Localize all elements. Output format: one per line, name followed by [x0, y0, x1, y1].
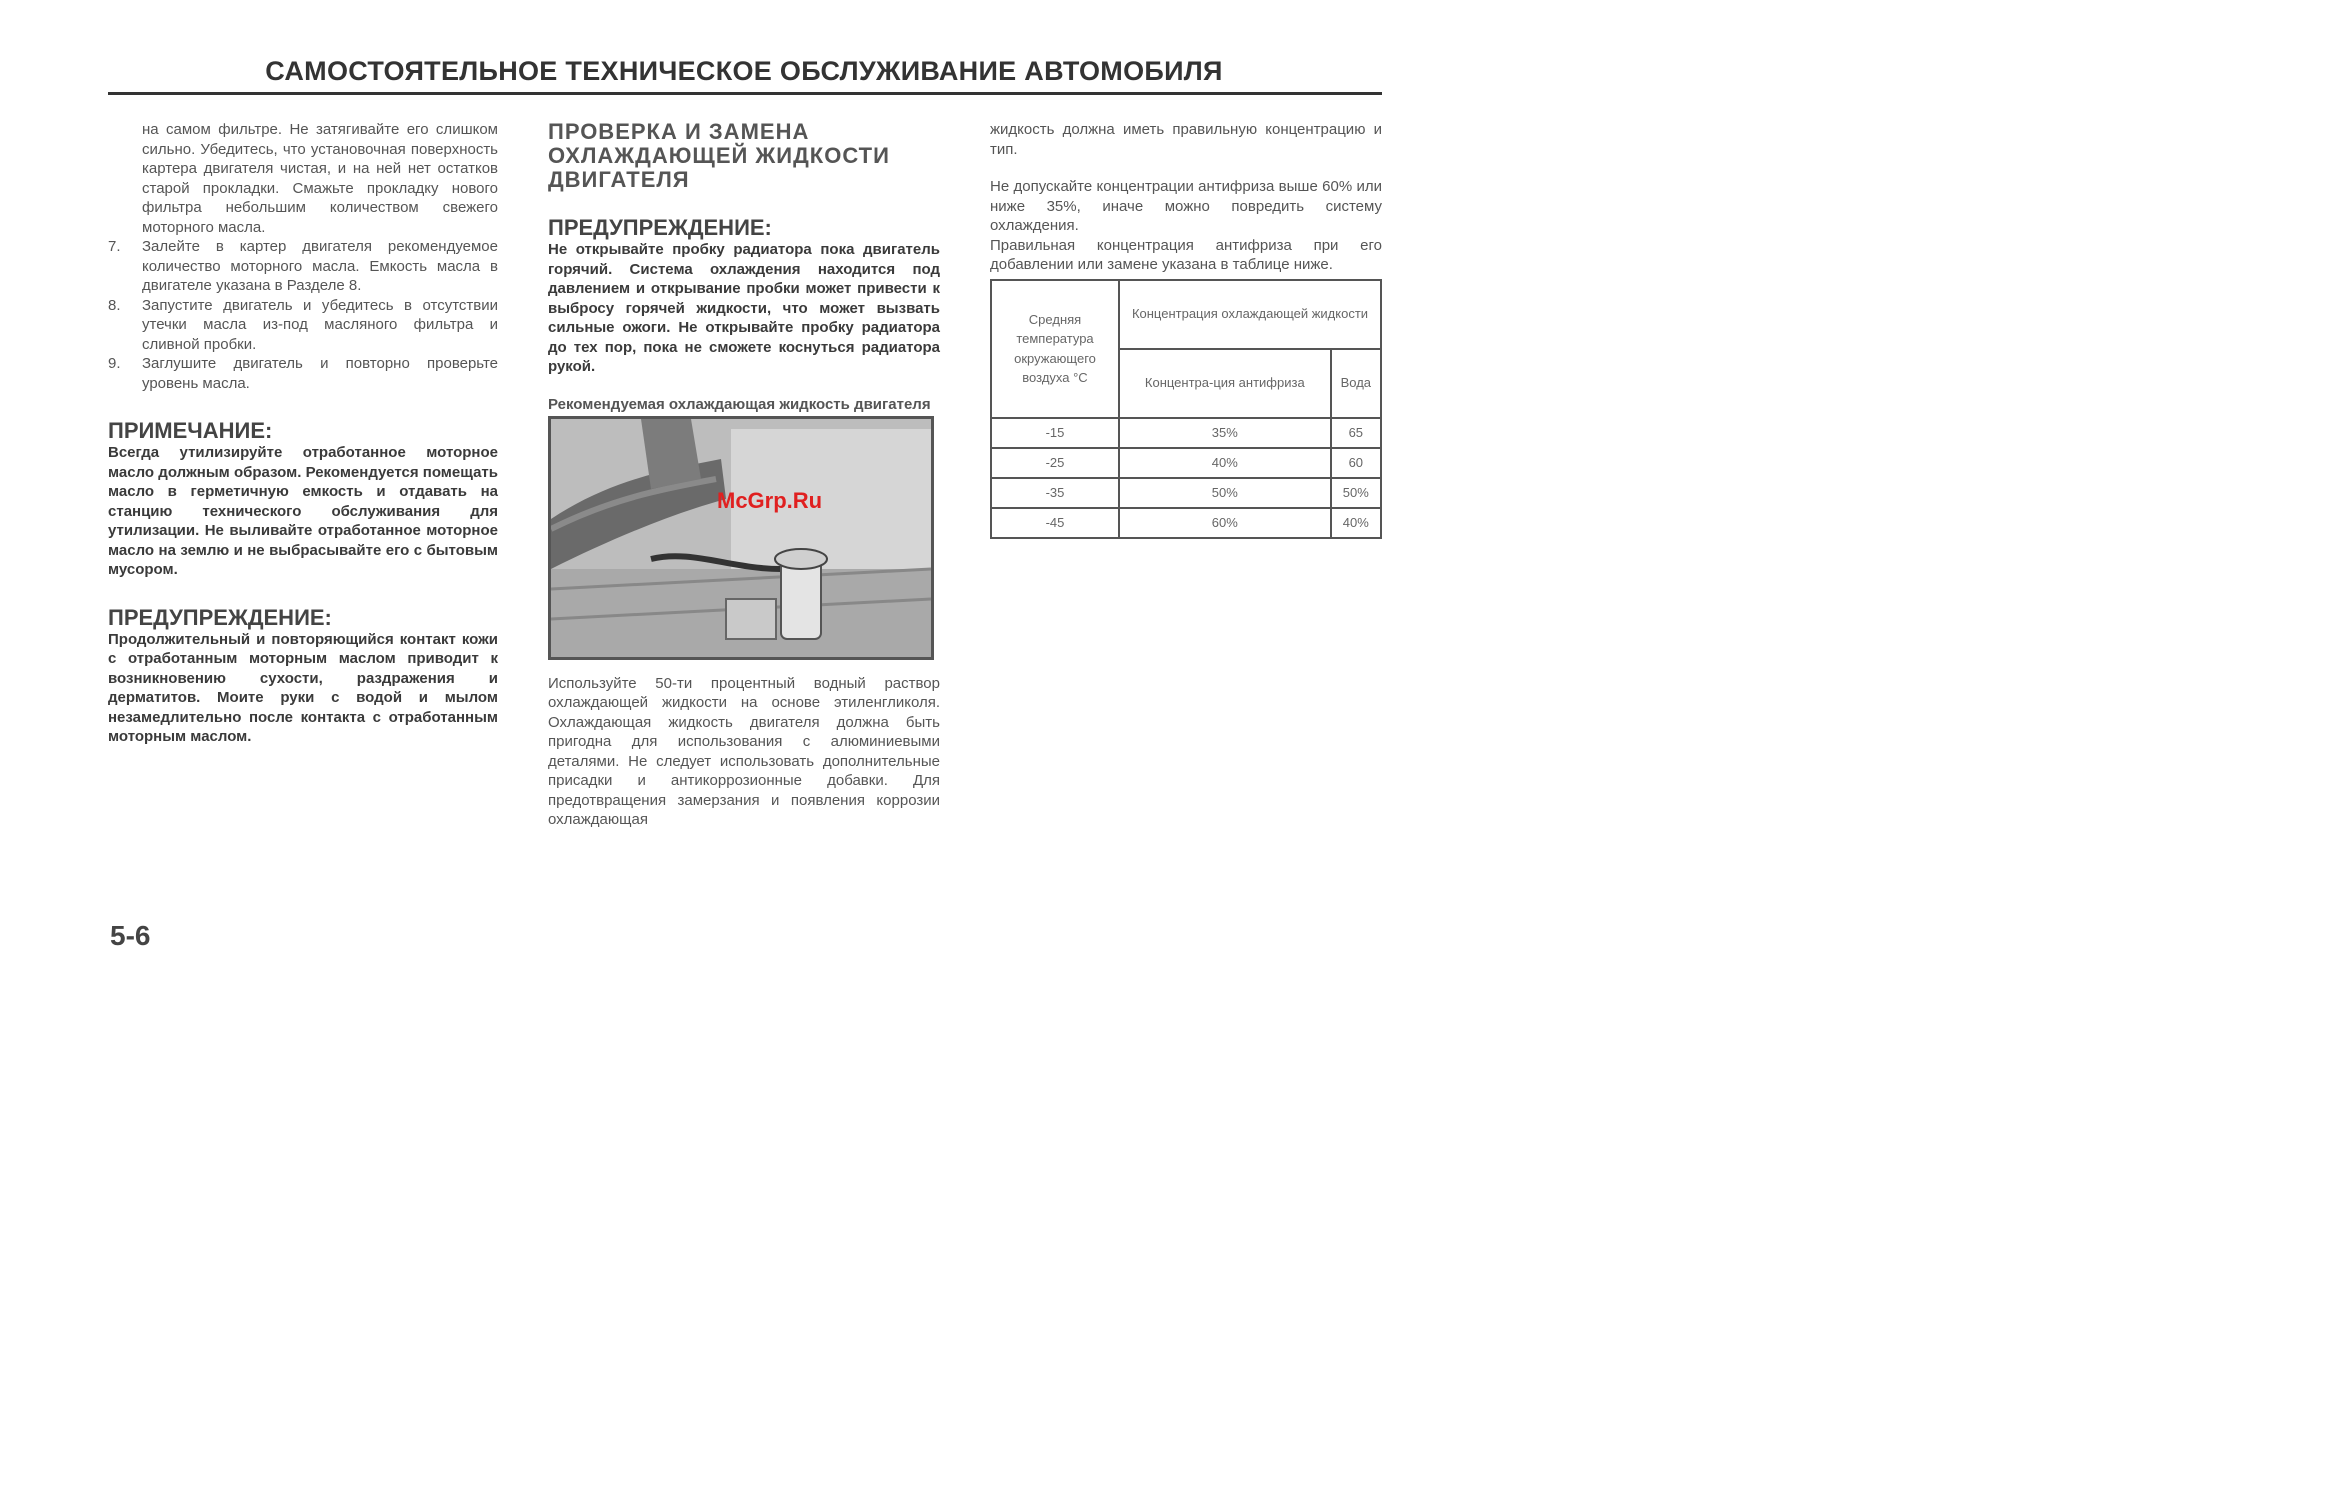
photo-caption: Рекомендуемая охлаждающая жидкость двигателя	[548, 395, 931, 413]
cell-temperature: -45	[991, 508, 1119, 538]
paragraph: жидкость должна иметь правильную концентрацию и тип.	[990, 121, 1382, 158]
radiator-photo	[548, 416, 934, 660]
warning-text: Не открывайте пробку радиатора пока двигатель горячий. Система охлаждения находится под давлением и открывание пробки может привести к выбросу горячей жидкости, что может вызвать сильные ожоги. Не открывайте пробку радиатора до тех пор, пока не сможете коснуться радиатора рукой.	[548, 241, 940, 375]
step-text: Заглушите двигатель и повторно проверьте уровень масла.	[142, 355, 498, 392]
header-water: Вода	[1331, 349, 1381, 418]
cell-temperature: -15	[991, 418, 1119, 448]
table-row	[991, 448, 1381, 478]
header-concentration: Концентрация охлаждающей жидкости	[1119, 280, 1381, 349]
step-number: 9.	[108, 355, 121, 372]
cell-antifreeze: 35%	[1119, 418, 1331, 448]
list-item	[108, 237, 498, 296]
intro-paragraph: на самом фильтре. Не затягивайте его слишком сильно. Убедитесь, что установочная поверхность картера двигателя чистая, и на ней нет остатков старой прокладки. Смажьте прокладку нового фильтра небольшим количеством свежего моторного масла.	[142, 121, 498, 236]
cell-water: 40%	[1331, 508, 1381, 538]
cell-water: 60	[1331, 448, 1381, 478]
step-number: 7.	[108, 238, 121, 255]
step-number: 8.	[108, 296, 121, 314]
table-row	[991, 418, 1381, 448]
concentration-table	[990, 279, 1382, 539]
column-left	[108, 120, 498, 747]
paragraph: Не допускайте концентрации антифриза выше 60% или ниже 35%, иначе можно повредить систему охлаждения.	[990, 178, 1382, 234]
table-row	[991, 478, 1381, 508]
page-number: 5-6	[110, 920, 151, 951]
header-temperature: Средняя температура окружающего воздуха °С	[991, 280, 1119, 418]
cell-antifreeze: 60%	[1119, 508, 1331, 538]
page-title: САМОСТОЯТЕЛЬНОЕ ТЕХНИЧЕСКОЕ ОБСЛУЖИВАНИЕ АВТОМОБИЛЯ	[265, 56, 1223, 86]
warning-heading: ПРЕДУПРЕЖДЕНИЕ:	[108, 604, 332, 630]
engine-bay-illustration	[551, 419, 931, 657]
watermark: McGrp.Ru	[717, 488, 823, 513]
paragraph: Правильная концентрация антифриза при его добавлении или замене указана в таблице ниже.	[990, 236, 1382, 273]
column-right	[990, 120, 1382, 539]
cell-antifreeze: 40%	[1119, 448, 1331, 478]
coolant-paragraph: Используйте 50-ти процентный водный раствор охлаждающей жидкости на основе этиленгликоля. Охлаждающая жидкость двигателя должна быть пригодна для использования с алюминиевыми деталями. Не следует использовать дополнительные присадки и антикоррозионные добавки. Для предотвращения замерзания и появления коррозии охлаждающая	[548, 674, 940, 828]
step-text: Залейте в картер двигателя рекомендуемое количество моторного масла. Емкость масла в двигателе указана в Разделе 8.	[142, 238, 498, 294]
cell-antifreeze: 50%	[1119, 478, 1331, 508]
column-middle	[548, 120, 940, 830]
note-text: Всегда утилизируйте отработанное моторное масло должным образом. Рекомендуется помещать масло в герметичную емкость и отдавать на станцию технического обслуживания для утилизации. Не выливайте отработанное моторное масло на землю и не выбрасывайте его с бытовым мусором.	[108, 444, 498, 578]
step-text: Запустите двигатель и убедитесь в отсутствии утечки масла из-под масляного фильтра и сливной пробки.	[142, 296, 498, 353]
cell-water: 50%	[1331, 478, 1381, 508]
note-heading: ПРИМЕЧАНИЕ:	[108, 418, 273, 443]
warning-text: Продолжительный и повторяющийся контакт кожи с отработанным моторным маслом приводит к возникновению сухости, раздражения и дерматитов. Моите руки с водой и мылом незамедлительно после контакта с отработанным моторным маслом.	[108, 630, 498, 745]
steps-list	[108, 237, 498, 393]
section-title: ПРОВЕРКА И ЗАМЕНА ОХЛАЖДАЮЩЕЙ ЖИДКОСТИ ДВИГАТЕЛЯ	[548, 119, 890, 192]
list-item	[108, 354, 498, 393]
table-row	[991, 508, 1381, 538]
warning-heading: ПРЕДУПРЕЖДЕНИЕ:	[548, 215, 772, 240]
title-divider	[108, 92, 1382, 95]
list-item	[108, 296, 498, 355]
cell-temperature: -35	[991, 478, 1119, 508]
cell-temperature: -25	[991, 448, 1119, 478]
header-antifreeze: Концентра-ция антифриза	[1119, 349, 1331, 418]
cell-water: 65	[1331, 418, 1381, 448]
